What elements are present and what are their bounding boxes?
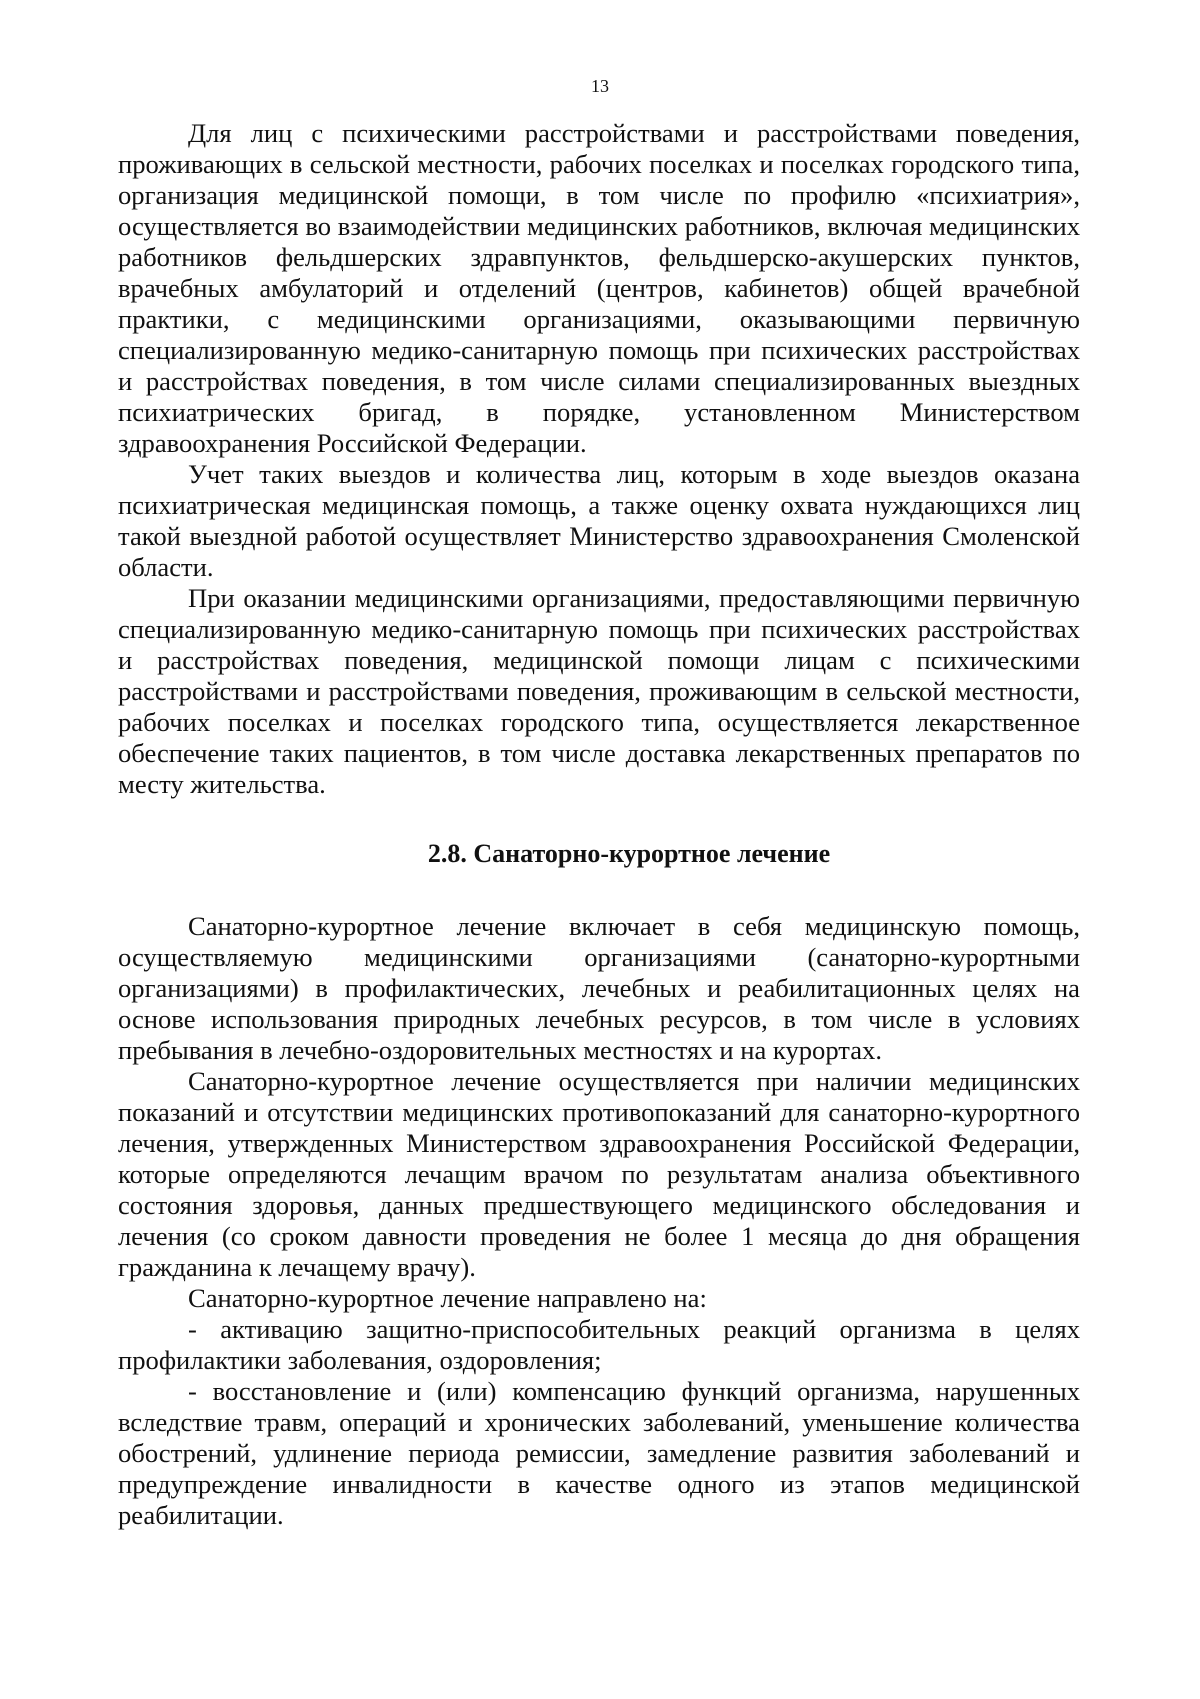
paragraph-field-visits-accounting: Учет таких выездов и количества лиц, которым в ходе выездов оказана психиатрическая медицинская помощь, а также оценку охвата нуждающихся лиц такой выездной работой осуществляет Министерство здравоохранения Смоленской области. <box>118 459 1080 582</box>
list-item: - активацию защитно-приспособительных реакций организма в целях профилактики заболевания, оздоровления; <box>118 1314 1080 1375</box>
paragraph-drug-provision: При оказании медицинскими организациями, предоставляющими первичную специализированную медико-санитарную помощь при психических расстройствах и расстройствах поведения, медицинской помощи лицам с психическими расстройствами и расстройствами поведения, проживающим в сельской местности, рабочих поселках и поселках городского типа, осуществляется лекарственное обеспечение таких пациентов, в том числе доставка лекарственных препаратов по месту жительства. <box>118 583 1080 799</box>
page-number: 13 <box>591 76 609 96</box>
document-body <box>118 118 1080 1531</box>
list-item: - восстановление и (или) компенсацию функций организма, нарушенных вследствие травм, операций и хронических заболеваний, уменьшение количества обострений, удлинение периода ремиссии, замедление развития заболеваний и предупреждение инвалидности в качестве одного из этапов медицинской реабилитации. <box>118 1376 1080 1530</box>
paragraph-sanatorium-indications: Санаторно-курортное лечение осуществляется при наличии медицинских показаний и отсутствии медицинских противопоказаний для санаторно-курортного лечения, утвержденных Министерством здравоохранения Российской Федерации, которые определяются лечащим врачом по результатам анализа объективного состояния здоровья, данных предшествующего медицинского обследования и лечения (со сроком давности проведения не более 1 месяца до дня обращения гражданина к лечащему врачу). <box>118 1066 1080 1282</box>
paragraph-sanatorium-aims: Санаторно-курортное лечение направлено на: <box>188 1283 707 1313</box>
paragraph-sanatorium-definition: Санаторно-курортное лечение включает в себя медицинскую помощь, осуществляемую медицинскими организациями (санаторно-курортными организациями) в профилактических, лечебных и реабилитационных целях на основе использования природных лечебных ресурсов, в том числе в условиях пребывания в лечебно-оздоровительных местностях и на курортах. <box>118 911 1080 1065</box>
section-title: 2.8. Санаторно-курортное лечение <box>427 839 831 868</box>
paragraph-psychiatric-rural-care: Для лиц с психическими расстройствами и расстройствами поведения, проживающих в сельской местности, рабочих поселках и поселках городского типа, организация медицинской помощи, в том числе по профилю «психиатрия», осуществляется во взаимодействии медицинских работников, включая медицинских работников фельдшерских здравпунктов, фельдшерско-акушерских пунктов, врачебных амбулаторий и отделений (центров, кабинетов) общей врачебной практики, с медицинскими организациями, оказывающими первичную специализированную медико-санитарную помощь при психических расстройствах и расстройствах поведения, в том числе силами специализированных выездных психиатрических бригад, в порядке, установленном Министерством здравоохранения Российской Федерации. <box>118 118 1080 458</box>
